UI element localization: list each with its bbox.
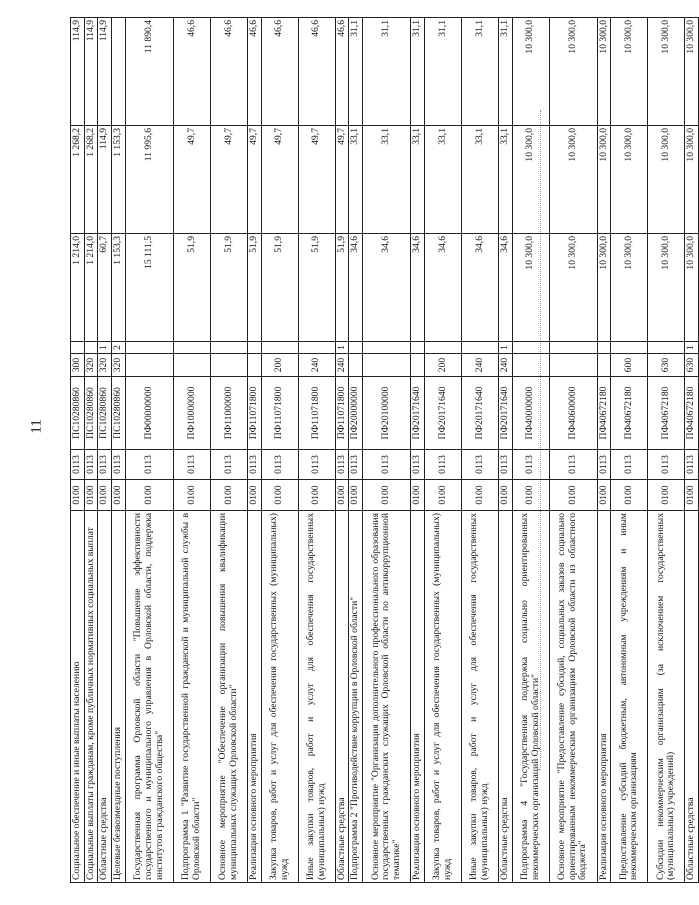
section-code: 0113 — [125, 450, 173, 480]
ministry-code: 0100 — [597, 480, 611, 511]
target-article-code: ПФ40672180 — [648, 377, 685, 450]
row-name: Областные средства — [335, 511, 349, 883]
expense-type-code: 630 — [685, 354, 699, 377]
row-name: Областные средства — [98, 511, 112, 883]
source-flag — [611, 342, 648, 354]
target-article-code: ПФ20171640 — [424, 377, 461, 450]
amount-col-1: 1 214,0 — [84, 234, 98, 342]
section-code: 0113 — [512, 450, 549, 480]
ministry-code: 0100 — [411, 480, 425, 511]
target-article-code: ПФ20171640 — [498, 377, 512, 450]
expense-type-code — [512, 354, 549, 377]
amount-col-2: 1 268,2 — [84, 126, 98, 234]
table-row — [648, 18, 685, 883]
section-code: 0113 — [685, 450, 699, 480]
section-code: 0113 — [363, 450, 411, 480]
section-code: 0113 — [549, 450, 597, 480]
amount-col-3: 10 300,0 — [512, 18, 549, 126]
expense-type-code: 200 — [424, 354, 461, 377]
target-article-code: ПФ20000000 — [349, 377, 363, 450]
ministry-code: 0100 — [461, 480, 498, 511]
amount-col-3: 31,1 — [424, 18, 461, 126]
expense-type-code: 300 — [71, 354, 85, 377]
section-code: 0113 — [349, 450, 363, 480]
ministry-code: 0100 — [363, 480, 411, 511]
amount-col-1: 51,9 — [173, 234, 210, 342]
amount-col-1: 10 300,0 — [648, 234, 685, 342]
table-row — [298, 18, 335, 883]
table-row — [549, 18, 597, 883]
expense-type-code — [125, 354, 173, 377]
source-flag: 1 — [685, 342, 699, 354]
expense-type-code — [173, 354, 210, 377]
amount-col-2: 33,1 — [411, 126, 425, 234]
table-row — [125, 18, 173, 883]
source-flag — [461, 342, 498, 354]
table-row — [498, 18, 512, 883]
target-article-code: ПС10280860 — [84, 377, 98, 450]
row-name: Закупка товаров, работ и услуг для обеспечения государственных (муниципальных) нужд — [261, 511, 298, 883]
ministry-code: 0100 — [685, 480, 699, 511]
section-code: 0113 — [411, 450, 425, 480]
expense-type-code: 320 — [98, 354, 112, 377]
amount-col-1: 34,6 — [363, 234, 411, 342]
target-article-code: ПФ11071800 — [298, 377, 335, 450]
table-row — [512, 18, 549, 883]
row-name: Основное мероприятие "Предоставление субсидий, социальных заказов социально ориентированным некоммерческим организациям Орловской области из областного бюджета" — [549, 511, 597, 883]
row-name: Областные средства — [498, 511, 512, 883]
amount-col-3: 46,6 — [335, 18, 349, 126]
ministry-code: 0100 — [261, 480, 298, 511]
target-article-code: ПФ40672180 — [685, 377, 699, 450]
page-number: 11 — [28, 419, 45, 434]
table-row — [335, 18, 349, 883]
amount-col-3: 46,6 — [247, 18, 261, 126]
row-name: Реализация основного мероприятия — [411, 511, 425, 883]
ministry-code: 0100 — [71, 480, 85, 511]
row-name: Субсидии некоммерческим организациям (за исключением государственных (муниципальных) учреждений) — [648, 511, 685, 883]
ministry-code: 0100 — [173, 480, 210, 511]
ministry-code: 0100 — [112, 480, 126, 511]
amount-col-3: 31,1 — [498, 18, 512, 126]
amount-col-2: 10 300,0 — [648, 126, 685, 234]
table-row — [461, 18, 498, 883]
table-row — [84, 18, 98, 883]
section-code: 0113 — [424, 450, 461, 480]
amount-col-3: 31,1 — [411, 18, 425, 126]
amount-col-1: 34,6 — [411, 234, 425, 342]
ministry-code: 0100 — [247, 480, 261, 511]
amount-col-2: 49,7 — [210, 126, 247, 234]
amount-col-1: 51,9 — [335, 234, 349, 342]
ministry-code: 0100 — [98, 480, 112, 511]
row-name: Областные средства — [685, 511, 699, 883]
budget-table — [70, 17, 699, 883]
amount-col-3: 46,6 — [210, 18, 247, 126]
expense-type-code — [247, 354, 261, 377]
source-flag: 1 — [498, 342, 512, 354]
expense-type-code — [549, 354, 597, 377]
row-name: Предоставление субсидий бюджетным, автономным учреждениям и иным некоммерческим организациям — [611, 511, 648, 883]
amount-col-1: 10 300,0 — [597, 234, 611, 342]
section-code: 0113 — [461, 450, 498, 480]
table-row — [349, 18, 363, 883]
source-flag — [424, 342, 461, 354]
expense-type-code — [363, 354, 411, 377]
expense-type-code — [597, 354, 611, 377]
table-row — [210, 18, 247, 883]
amount-col-2: 33,1 — [461, 126, 498, 234]
amount-col-3: 114,9 — [71, 18, 85, 126]
amount-col-2: 33,1 — [363, 126, 411, 234]
table-row — [247, 18, 261, 883]
source-flag — [125, 342, 173, 354]
amount-col-1: 10 300,0 — [685, 234, 699, 342]
section-code: 0113 — [98, 450, 112, 480]
section-code: 0113 — [84, 450, 98, 480]
amount-col-3: 10 300,0 — [685, 18, 699, 126]
row-name: Подпрограмма 2 "Противодействие коррупции в Орловской области" — [349, 511, 363, 883]
ministry-code: 0100 — [424, 480, 461, 511]
rotated-table-wrapper — [70, 18, 697, 883]
target-article-code: ПС10280860 — [112, 377, 126, 450]
amount-col-2: 33,1 — [498, 126, 512, 234]
source-flag — [363, 342, 411, 354]
amount-col-2: 114,9 — [98, 126, 112, 234]
expense-type-code: 240 — [498, 354, 512, 377]
amount-col-3: 114,9 — [98, 18, 112, 126]
amount-col-2: 49,7 — [298, 126, 335, 234]
expense-type-code: 320 — [112, 354, 126, 377]
table-row — [261, 18, 298, 883]
section-code: 0113 — [498, 450, 512, 480]
source-flag — [411, 342, 425, 354]
source-flag — [210, 342, 247, 354]
target-article-code: ПФ20171640 — [461, 377, 498, 450]
source-flag: 1 — [98, 342, 112, 354]
ministry-code: 0100 — [210, 480, 247, 511]
target-article-code: ПФ20171640 — [411, 377, 425, 450]
amount-col-1: 51,9 — [210, 234, 247, 342]
amount-col-3: 31,1 — [461, 18, 498, 126]
ministry-code: 0100 — [125, 480, 173, 511]
row-name: Социальное обеспечение и иные выплаты населению — [71, 511, 85, 883]
target-article-code: ПС10280860 — [98, 377, 112, 450]
amount-col-1: 34,6 — [461, 234, 498, 342]
section-code: 0113 — [648, 450, 685, 480]
source-flag — [349, 342, 363, 354]
source-flag — [84, 342, 98, 354]
section-code: 0113 — [335, 450, 349, 480]
source-flag: 1 — [335, 342, 349, 354]
source-flag — [247, 342, 261, 354]
table-row — [411, 18, 425, 883]
amount-col-1: 51,9 — [261, 234, 298, 342]
section-code: 0113 — [173, 450, 210, 480]
source-flag — [597, 342, 611, 354]
amount-col-1: 10 300,0 — [611, 234, 648, 342]
section-code: 0113 — [597, 450, 611, 480]
expense-type-code — [349, 354, 363, 377]
target-article-code: ПФ40672180 — [611, 377, 648, 450]
amount-col-2: 49,7 — [261, 126, 298, 234]
amount-col-2: 1 268,2 — [71, 126, 85, 234]
amount-col-2: 10 300,0 — [549, 126, 597, 234]
amount-col-3: 46,6 — [298, 18, 335, 126]
amount-col-3: 31,1 — [363, 18, 411, 126]
ministry-code: 0100 — [349, 480, 363, 511]
section-code: 0113 — [247, 450, 261, 480]
target-article-code: ПС10280860 — [71, 377, 85, 450]
table-row — [363, 18, 411, 883]
section-code: 0113 — [210, 450, 247, 480]
target-article-code: ПФ20100000 — [363, 377, 411, 450]
table-row — [597, 18, 611, 883]
source-flag — [648, 342, 685, 354]
source-flag — [71, 342, 85, 354]
target-article-code: ПФ11071800 — [261, 377, 298, 450]
amount-col-1: 51,9 — [247, 234, 261, 342]
ministry-code: 0100 — [611, 480, 648, 511]
amount-col-2: 33,1 — [424, 126, 461, 234]
ministry-code: 0100 — [335, 480, 349, 511]
amount-col-2: 49,7 — [173, 126, 210, 234]
section-code: 0113 — [298, 450, 335, 480]
amount-col-1: 1 153,3 — [112, 234, 126, 342]
row-name: Реализация основного мероприятия — [247, 511, 261, 883]
amount-col-1: 51,9 — [298, 234, 335, 342]
amount-col-2: 10 300,0 — [685, 126, 699, 234]
table-row — [98, 18, 112, 883]
amount-col-3 — [112, 18, 126, 126]
expense-type-code — [411, 354, 425, 377]
amount-col-2: 10 300,0 — [512, 126, 549, 234]
amount-col-1: 34,6 — [424, 234, 461, 342]
ministry-code: 0100 — [298, 480, 335, 511]
amount-col-2: 49,7 — [335, 126, 349, 234]
amount-col-1: 1 214,0 — [71, 234, 85, 342]
amount-col-3: 46,6 — [261, 18, 298, 126]
amount-col-1: 10 300,0 — [549, 234, 597, 342]
source-flag — [173, 342, 210, 354]
target-article-code: ПФ40000000 — [512, 377, 549, 450]
amount-col-1: 60,7 — [98, 234, 112, 342]
section-code: 0113 — [112, 450, 126, 480]
expense-type-code: 240 — [298, 354, 335, 377]
row-name: Иные закупки товаров, работ и услуг для обеспечения государственных (муниципальных) нужд — [461, 511, 498, 883]
expense-type-code: 240 — [335, 354, 349, 377]
target-article-code: ПФ11071800 — [335, 377, 349, 450]
row-name: Иные закупки товаров, работ и услуг для обеспечения государственных (муниципальных) нужд — [298, 511, 335, 883]
table-row — [424, 18, 461, 883]
amount-col-3: 10 300,0 — [611, 18, 648, 126]
table-row — [173, 18, 210, 883]
ministry-code: 0100 — [498, 480, 512, 511]
amount-col-3: 31,1 — [349, 18, 363, 126]
table-row — [71, 18, 85, 883]
table-row — [112, 18, 126, 883]
amount-col-2: 10 300,0 — [597, 126, 611, 234]
row-name: Основное мероприятие "Организация дополнительного профессионального образования государственных гражданских служащих Орловской области по антикоррупционной тематике" — [363, 511, 411, 883]
ministry-code: 0100 — [512, 480, 549, 511]
ministry-code: 0100 — [648, 480, 685, 511]
expense-type-code: 630 — [648, 354, 685, 377]
target-article-code: ПФ00000000 — [125, 377, 173, 450]
target-article-code: ПФ40672180 — [597, 377, 611, 450]
target-article-code: ПФ11071800 — [247, 377, 261, 450]
amount-col-1: 15 111,5 — [125, 234, 173, 342]
source-flag — [549, 342, 597, 354]
target-article-code: ПФ40600000 — [549, 377, 597, 450]
target-article-code: ПФ11000000 — [210, 377, 247, 450]
row-name: Государственная программа Орловской области "Повышение эффективности государственного и муниципального управления в Орловской области, поддержка институтов гражданского общества" — [125, 511, 173, 883]
section-code: 0113 — [71, 450, 85, 480]
amount-col-2: 1 153,3 — [112, 126, 126, 234]
amount-col-3: 10 300,0 — [648, 18, 685, 126]
row-name: Подпрограмма 1 "Развитие государственной гражданской и муниципальной службы в Орловской области" — [173, 511, 210, 883]
row-name: Социальные выплаты гражданам, кроме публичных нормативных социальных выплат — [84, 511, 98, 883]
amount-col-2: 49,7 — [247, 126, 261, 234]
amount-col-1: 34,6 — [349, 234, 363, 342]
amount-col-3: 114,9 — [84, 18, 98, 126]
row-name: Основное мероприятие "Обеспечение организации повышения квалификации муниципальных служащих Орловской области" — [210, 511, 247, 883]
row-name: Реализация основного мероприятия — [597, 511, 611, 883]
amount-col-3: 11 890,4 — [125, 18, 173, 126]
expense-type-code: 320 — [84, 354, 98, 377]
amount-col-3: 46,6 — [173, 18, 210, 126]
target-article-code: ПФ10000000 — [173, 377, 210, 450]
amount-col-2: 10 300,0 — [611, 126, 648, 234]
section-code: 0113 — [611, 450, 648, 480]
budget-table-body — [71, 18, 699, 883]
row-name: Целевые безвозмездные поступления — [112, 511, 126, 883]
row-name: Закупка товаров, работ и услуг для обеспечения государственных (муниципальных) нужд — [424, 511, 461, 883]
ministry-code: 0100 — [84, 480, 98, 511]
section-code: 0113 — [261, 450, 298, 480]
source-flag — [298, 342, 335, 354]
amount-col-3: 10 300,0 — [597, 18, 611, 126]
row-name: Подпрограмма 4 "Государственная поддержка социально ориентированных некоммерческих организаций Орловской области" — [512, 511, 549, 883]
source-flag — [261, 342, 298, 354]
table-row — [685, 18, 699, 883]
source-flag: 2 — [112, 342, 126, 354]
amount-col-2: 11 995,6 — [125, 126, 173, 234]
expense-type-code: 600 — [611, 354, 648, 377]
ministry-code: 0100 — [549, 480, 597, 511]
expense-type-code — [210, 354, 247, 377]
amount-col-1: 34,6 — [498, 234, 512, 342]
amount-col-3: 10 300,0 — [549, 18, 597, 126]
amount-col-2: 33,1 — [349, 126, 363, 234]
amount-col-1: 10 300,0 — [512, 234, 549, 342]
source-flag — [512, 342, 549, 354]
table-row — [611, 18, 648, 883]
expense-type-code: 240 — [461, 354, 498, 377]
expense-type-code: 200 — [261, 354, 298, 377]
